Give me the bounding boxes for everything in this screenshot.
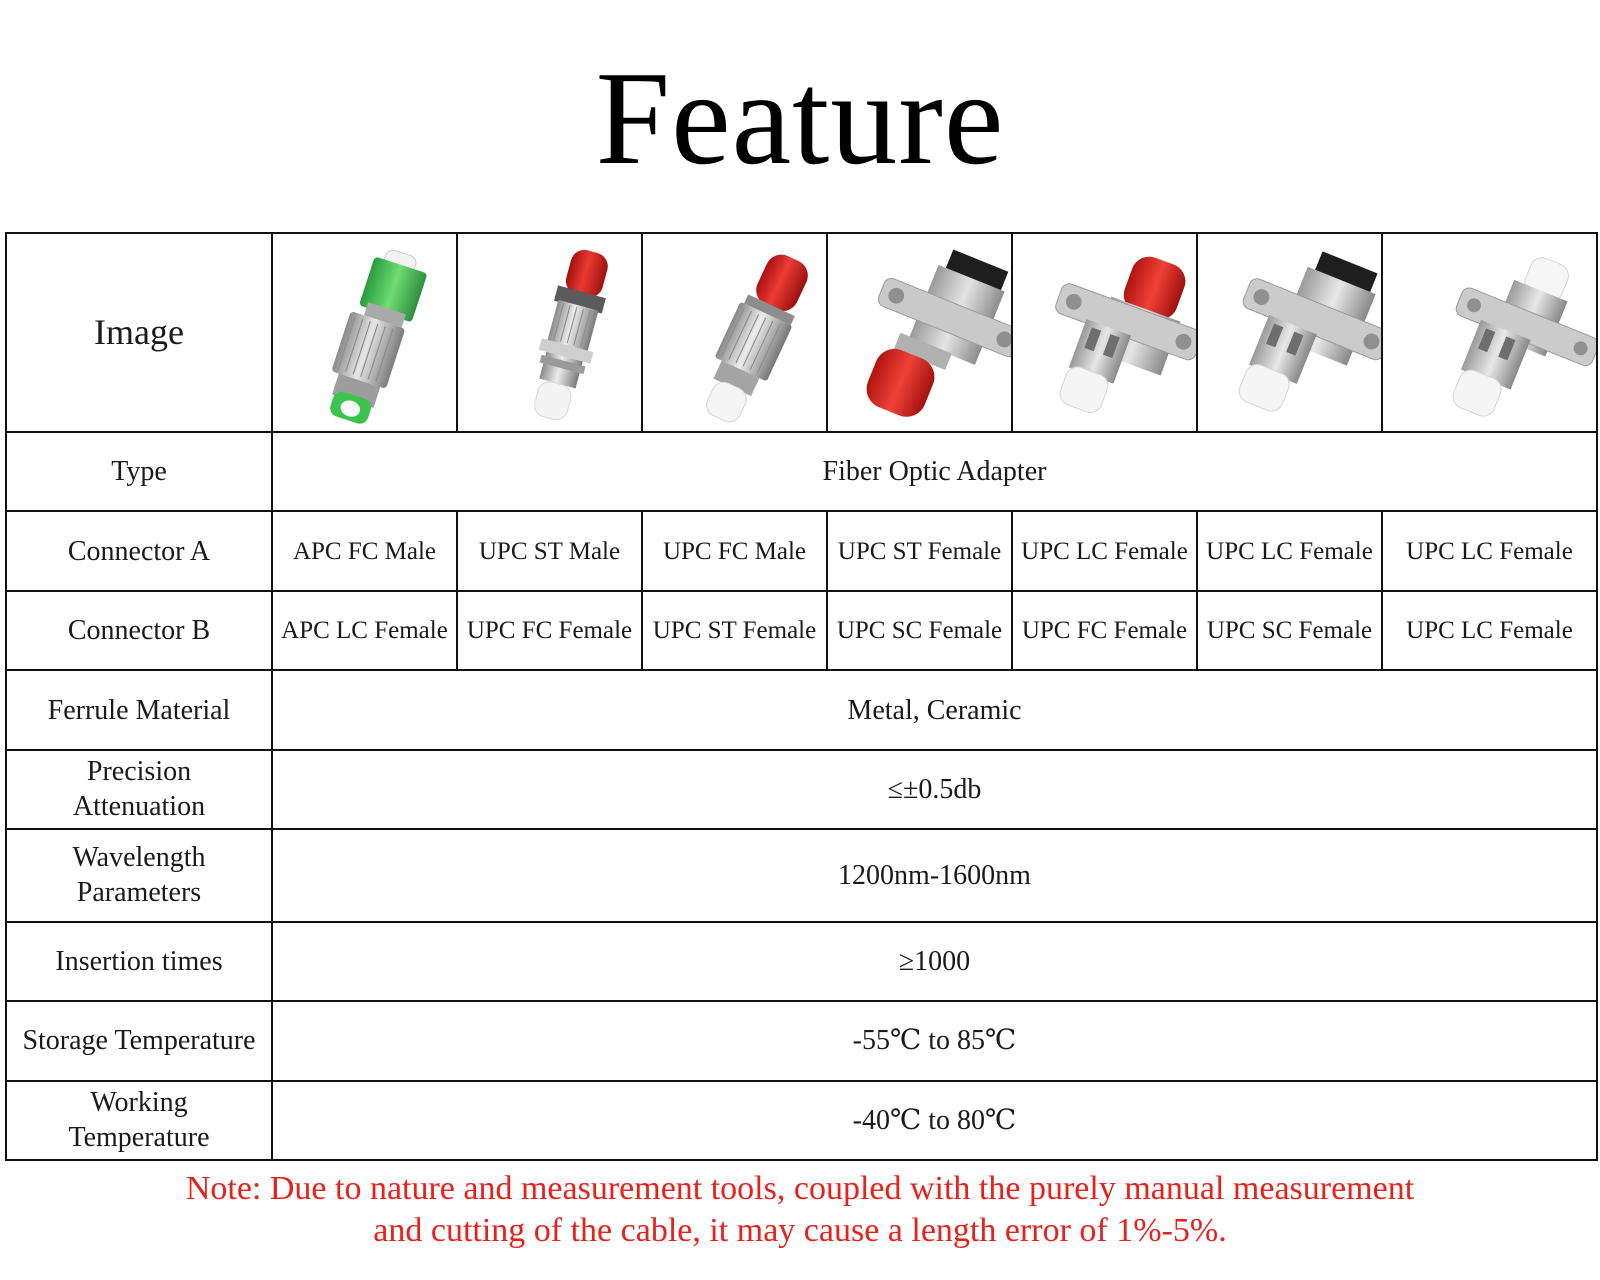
ferrule-value: Metal, Ceramic — [272, 670, 1597, 749]
wavelength-label — [6, 829, 272, 921]
ferrule-label: Ferrule Material — [6, 670, 272, 749]
connector-a-cell: UPC FC Male — [642, 511, 827, 590]
connector-a-cell: APC FC Male — [272, 511, 457, 590]
working-value: -40℃ to 80℃ — [272, 1081, 1597, 1161]
wavelength-row — [6, 829, 1597, 921]
product-image-2 — [457, 233, 642, 432]
storage-value: -55℃ to 85℃ — [272, 1001, 1597, 1080]
storage-label: Storage Temperature — [6, 1001, 272, 1080]
type-value: Fiber Optic Adapter — [272, 432, 1597, 511]
disclaimer-note — [0, 1168, 1600, 1252]
precision-label-line1: Precision — [86, 756, 192, 788]
type-label: Type — [6, 432, 272, 511]
product-image-6 — [1197, 233, 1382, 432]
connector-a-cell: UPC ST Female — [827, 511, 1012, 590]
type-row — [6, 432, 1597, 511]
ferrule-row — [6, 670, 1597, 749]
image-row-label: Image — [6, 233, 272, 432]
wavelength-label-line2: Parameters — [76, 877, 202, 909]
product-image-3 — [642, 233, 827, 432]
image-row — [6, 233, 1597, 432]
connector-a-cell: UPC LC Female — [1382, 511, 1597, 590]
connector-b-cell: UPC SC Female — [827, 591, 1012, 670]
connector-b-cell: UPC SC Female — [1197, 591, 1382, 670]
insertion-value: ≥1000 — [272, 922, 1597, 1001]
precision-value: ≤±0.5db — [272, 750, 1597, 829]
connector-b-row — [6, 591, 1597, 670]
working-label — [6, 1081, 272, 1161]
connector-a-label: Connector A — [6, 511, 272, 590]
lc-fc-flange-adapter-icon — [1013, 235, 1196, 431]
connector-b-cell: UPC FC Female — [457, 591, 642, 670]
note-line-1: Note: Due to nature and measurement tools, coupled with the purely manual measurement — [185, 1170, 1415, 1207]
connector-a-cell: UPC LC Female — [1012, 511, 1197, 590]
working-label-line2: Temperature — [68, 1122, 210, 1154]
product-image-1 — [272, 233, 457, 432]
feature-table — [5, 232, 1598, 1161]
lc-sc-flange-adapter-icon — [1198, 235, 1381, 431]
connector-b-cell: APC LC Female — [272, 591, 457, 670]
lc-lc-flange-adapter-icon — [1383, 235, 1596, 431]
note-line-2: and cutting of the cable, it may cause a length error of 1%-5%. — [373, 1212, 1227, 1249]
connector-b-cell: UPC FC Female — [1012, 591, 1197, 670]
storage-row — [6, 1001, 1597, 1080]
wavelength-label-line1: Wavelength — [72, 842, 206, 874]
wavelength-value: 1200nm-1600nm — [272, 829, 1597, 921]
insertion-label: Insertion times — [6, 922, 272, 1001]
working-label-line1: Working — [90, 1087, 188, 1119]
precision-row — [6, 750, 1597, 829]
fc-male-adapter-icon — [643, 235, 826, 431]
insertion-row — [6, 922, 1597, 1001]
connector-a-row — [6, 511, 1597, 590]
product-image-5 — [1012, 233, 1197, 432]
precision-label-line2: Attenuation — [72, 791, 206, 823]
page-title: Feature — [595, 44, 1005, 192]
connector-a-cell: UPC ST Male — [457, 511, 642, 590]
st-male-adapter-icon — [458, 235, 641, 431]
fc-male-apc-adapter-icon — [273, 235, 456, 431]
precision-label — [6, 750, 272, 829]
st-sc-flange-adapter-icon — [828, 235, 1011, 431]
working-row — [6, 1081, 1597, 1161]
connector-a-cell: UPC LC Female — [1197, 511, 1382, 590]
connector-b-cell: UPC ST Female — [642, 591, 827, 670]
product-image-7 — [1382, 233, 1597, 432]
connector-b-cell: UPC LC Female — [1382, 591, 1597, 670]
product-image-4 — [827, 233, 1012, 432]
connector-b-label: Connector B — [6, 591, 272, 670]
